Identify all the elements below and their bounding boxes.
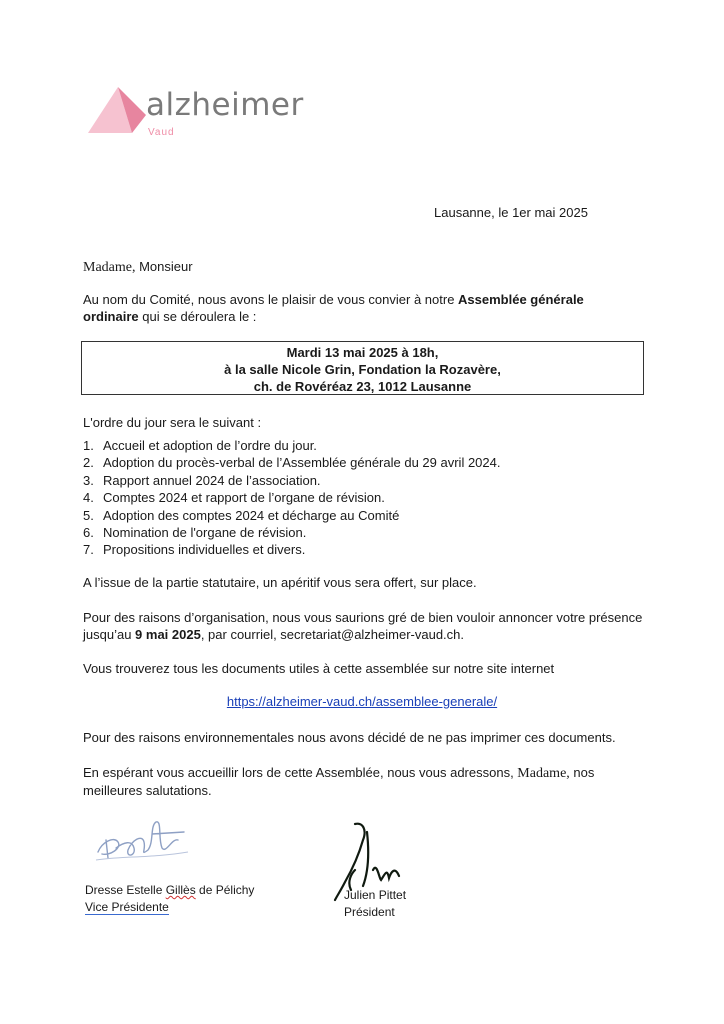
agenda-item-number: 5. [83,507,94,523]
intro-bold: Assemblée générale ordinaire [83,292,584,324]
agenda-item [83,507,643,524]
event-date: Mardi 13 mai 2025 à 18h, [286,345,439,360]
vice-president-block [85,882,254,916]
agenda-item-number: 6. [83,525,94,541]
agenda-item-text: Accueil et adoption de l’ordre du jour. [103,438,317,453]
vice-president-first-name: Dresse Estelle [85,883,166,897]
event-venue: à la salle Nicole Grin, Fondation la Rozavère, [224,362,501,377]
president-block [344,887,406,921]
vice-president-signature [92,812,202,874]
salutation-madame: Madame, [83,260,136,275]
agenda-item-number: 4. [83,490,94,506]
agenda-item [83,437,643,454]
agenda-item-number: 7. [83,542,94,558]
agenda-item-text: Adoption des comptes 2024 et décharge au Comité [103,507,400,523]
intro-paragraph [83,291,643,325]
agenda-item-text: Adoption du procès-verbal de l’Assemblée générale du 29 avril 2024. [103,455,501,471]
registration-text: Pour des raisons d’organisation, nous vous saurions gré de bien vouloir annoncer votre présence jusqu’au [83,610,643,642]
agenda-list [83,437,643,559]
date-line: Lausanne, le 1er mai 2025 [434,205,588,220]
closing-madame: Madame, [517,766,570,781]
logo-wordmark: alzheimer [146,87,304,123]
president-role: Président [344,905,395,919]
apero-paragraph: A l’issue de la partie statutaire, un apéritif vous sera offert, sur place. [83,575,477,590]
agenda-item-text: Rapport annuel 2024 de l’association. [103,472,321,488]
closing-paragraph [83,764,643,799]
vice-president-role: Vice Présidente [85,900,169,914]
documents-link[interactable]: https://alzheimer-vaud.ch/assemblee-generale/ [226,694,498,709]
vice-president-surname: Gillès [165,883,196,897]
registration-deadline: 9 mai 2025 [135,627,201,642]
closing-text-end: nos meilleures salutations. [83,765,595,798]
documents-paragraph: Vous trouverez tous les documents utiles à cette assemblée sur notre site internet [83,661,555,676]
agenda-item-number: 3. [83,472,94,488]
agenda-item-text: Comptes 2024 et rapport de l’organe de révision. [103,490,385,506]
logo-subtitle: Vaud [148,127,175,138]
agenda-item [83,454,643,471]
president-name: Julien Pittet [344,888,407,902]
agenda-item [83,541,643,558]
environment-paragraph: Pour des raisons environnementales nous avons décidé de ne pas imprimer ces documents. [83,730,616,745]
agenda-intro: L'ordre du jour sera le suivant : [83,415,262,430]
agenda-item-text: Nomination de l'organe de révision. [103,525,307,541]
agenda-item-text: Propositions individuelles et divers. [103,542,306,558]
event-box [81,341,644,395]
intro-text: Au nom du Comité, nous avons le plaisir de vous convier à notre [83,292,459,307]
salutation [83,259,193,276]
vice-president-surname-suffix: de Pélichy [195,883,255,897]
intro-text-end: qui se déroulera le : [138,309,257,324]
salutation-monsieur: Monsieur [135,259,193,274]
agenda-item-number: 2. [83,455,94,471]
agenda-item-number: 1. [83,438,94,453]
agenda-item [83,524,643,541]
registration-paragraph [83,609,643,643]
closing-text: En espérant vous accueillir lors de cette Assemblée, nous vous adressons, [83,765,518,780]
agenda-item [83,472,643,489]
registration-text-end: , par courriel, secretariat@alzheimer-vaud.ch. [200,627,465,642]
logo-triangle-icon [88,85,148,135]
alzheimer-vaud-logo [88,85,328,145]
vice-president-name [85,882,254,899]
event-address: ch. de Rovéréaz 23, 1012 Lausanne [253,379,472,394]
agenda-item [83,489,643,506]
